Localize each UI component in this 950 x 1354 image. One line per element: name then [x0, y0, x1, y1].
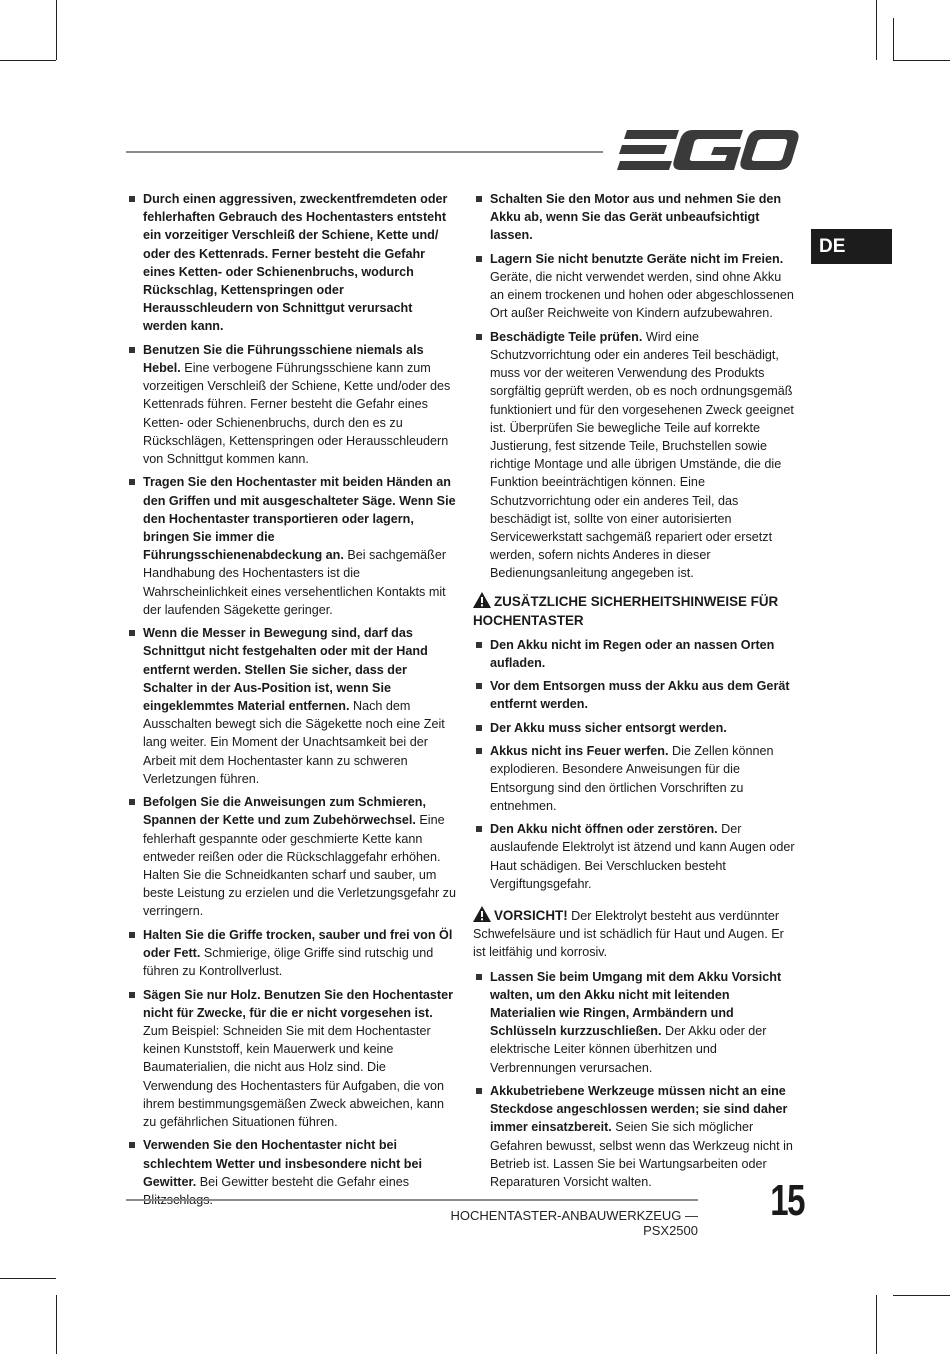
item-bold-text: Sägen Sie nur Holz. Benutzen Sie den Hochentaster nicht für Zwecke, für die er nicht vorgesehen ist. [143, 987, 454, 1020]
item-bold-text: Befolgen Sie die Anweisungen zum Schmieren, Spannen der Kette und zum Zubehörwechsel. [143, 795, 426, 828]
bullet-icon [476, 256, 482, 262]
item-text: Nach dem Ausschalten bewegt sich die Sägekette noch eine Zeit lang weiter. Ein Moment der Unachtsamkeit bei der Arbeit mit dem Hochentaster kann zu schweren Verletzungen führen. [143, 699, 445, 786]
crop-mark [0, 1278, 56, 1279]
item-text: Eine fehlerhaft gespannte oder geschmierte Kette kann entweder reißen oder die Rückschlaggefahr erhöhen. Halten Sie die Schneidkanten scharf und sauber, um beste Leistung zu erzielen und die Verletzungsgefahr zu verringern. [143, 813, 456, 919]
item-text: Die Zellen können explodieren. Besondere Anweisungen für die Entsorgung sind den örtlichen Vorschriften zu entnehmen. [490, 744, 774, 813]
item-bold-text: Beschädigte Teile prüfen. [490, 329, 643, 344]
section-heading [473, 592, 795, 630]
list-item [473, 820, 795, 893]
crop-mark [56, 0, 57, 60]
item-bold-text: Akkus nicht ins Feuer werfen. [490, 744, 669, 759]
list-item [126, 793, 456, 920]
caution-text: Der Elektrolyt besteht aus verdünnter Schwefelsäure und ist schädlich für Haut und Augen. Er ist leitfähig und korrosiv. [473, 909, 784, 960]
bullet-icon [129, 1142, 135, 1148]
item-bold-text: Benutzen Sie die Führungsschiene niemals als Hebel. [143, 342, 424, 376]
section-heading-text: ZUSÄTZLICHE SICHERHEITSHINWEISE FÜR HOCHENTASTER [473, 593, 779, 628]
bullet-icon [476, 974, 482, 980]
bullet-icon [476, 826, 482, 832]
safety-list-right-bottom [473, 968, 795, 1192]
safety-list-battery [473, 636, 795, 893]
crop-mark [893, 18, 894, 60]
list-item [473, 968, 795, 1077]
crop-mark [0, 60, 56, 61]
item-bold-text: Schalten Sie den Motor aus und nehmen Sie den Akku ab, wenn Sie das Gerät unbeaufsichtigt lassen. [490, 192, 782, 243]
crop-mark [56, 1295, 57, 1354]
list-item [473, 328, 795, 583]
item-bold-text: Verwenden Sie den Hochentaster nicht bei schlechtem Wetter und insbesondere nicht bei Gewitter. [143, 1138, 422, 1189]
bullet-icon [476, 725, 482, 731]
item-bold-text: Den Akku nicht im Regen oder an nassen Orten aufladen. [490, 637, 775, 670]
bullet-icon [476, 1088, 482, 1094]
item-text: Bei sachgemäßer Handhabung des Hochentasters ist die Wahrscheinlichkeit eines versehentlichen Kontakts mit der laufenden Sägekette geringer. [143, 548, 447, 617]
caution-note [473, 906, 795, 962]
item-bold-text: Durch einen aggressiven, zweckentfremdeten oder fehlerhaften Gebrauch des Hochentasters entsteht ein vorzeitiger Verschleiß der Schiene, Kette und/ oder des Kettenrads. Ferner besteht die Gefahr eines Ketten- oder Schienenbruchs, wodurch Rückschlag, Kettenspringen oder Herausschleudern von Schnittgut verursacht werden kann. [143, 192, 448, 334]
item-text: Seien Sie sich möglicher Gefahren bewusst, selbst wenn das Werkzeug nicht in Betrieb ist. Lassen Sie bei Wartungsarbeiten oder Reparaturen Vorsicht walten. [490, 1120, 793, 1190]
list-item [473, 1082, 795, 1191]
list-item [473, 190, 795, 245]
safety-list-right-top [473, 190, 795, 583]
list-item [473, 677, 795, 713]
item-text: Eine verbogene Führungsschiene kann zum vorzeitigen Verschleiß der Schiene, Kette und/oder des Kettenrads führen. Ferner besteht die Gefahr eines Ketten- oder Schienenbruchs, durch den es zu Rückschlägen, Kettenspringen oder Herausschleudern von Schnittgut kommen kann. [143, 361, 451, 467]
list-item [126, 341, 456, 468]
list-item [473, 250, 795, 323]
warning-triangle-icon [473, 906, 491, 922]
item-bold-text: Tragen Sie den Hochentaster mit beiden Händen an den Griffen und mit ausgeschalteter Säge. Wenn Sie den Hochentaster transportieren oder lagern, bringen Sie immer die Führungsschienenabdeckung an. [143, 475, 456, 563]
safety-list-left [126, 190, 456, 1209]
bullet-icon [476, 196, 482, 202]
item-text: Zum Beispiel: Schneiden Sie mit dem Hochentaster keinen Kunststoff, kein Mauerwerk und keine Baumaterialien, die nicht aus Holz sind. Die Verwendung des Hochentasters für Aufgaben, die von ihrem bestimmungsgemäßen Zweck abweichen, kann zu gefährlichen Situationen führen. [143, 1024, 445, 1130]
bullet-icon [476, 683, 482, 689]
left-column [126, 190, 456, 1214]
list-item [126, 926, 456, 981]
item-text: Wird eine Schutzvorrichtung oder ein anderes Teil beschädigt, muss vor der weiteren Verwendung des Produkts sorgfältig geprüft werden, ob es noch ordnungsgemäß funktioniert und für den vorgesehenen Zweck geeignet ist. Überprüfen Sie bewegliche Teile auf korrekte Justierung, fest sitzende Teile, Bruchstellen sowie richtige Montage und alle übrigen Umstände, die die Funktion beeinträchtigen können. Eine Schutzvorrichtung oder ein anderes Teil, das beschädigt ist, sollte von einer autorisierten Servicewerkstatt sachgemäß repariert oder ersetzt werden, sofern nichts Anderes in dieser Bedienungsanleitung angegeben ist. [490, 329, 794, 581]
item-text: Geräte, die nicht verwendet werden, sind ohne Akku an einem trockenen und hohen oder abgeschlossenen Ort außer Reichweite von Kindern aufzubewahren. [490, 270, 794, 321]
item-bold-text: Halten Sie die Griffe trocken, sauber und frei von Öl oder Fett. [143, 927, 453, 961]
bullet-icon [476, 748, 482, 754]
list-item [473, 636, 795, 672]
item-bold-text: Der Akku muss sicher entsorgt werden. [490, 720, 727, 735]
list-item [473, 719, 795, 737]
crop-mark [876, 0, 877, 60]
bullet-icon [476, 642, 482, 648]
bullet-icon [129, 196, 135, 202]
bullet-icon [129, 992, 135, 998]
item-text: Der Akku oder der elektrische Leiter können überhitzen und Verbrennungen verursachen. [490, 1024, 767, 1075]
item-text: Bei Gewitter besteht die Gefahr eines [199, 1174, 410, 1189]
caution-label: VORSICHT! [494, 908, 568, 924]
list-item [473, 742, 795, 815]
bullet-icon [129, 479, 135, 485]
bullet-icon [129, 347, 135, 353]
bullet-icon [129, 799, 135, 805]
right-column [473, 190, 795, 1196]
list-item [126, 190, 456, 336]
bullet-icon [129, 630, 135, 636]
item-bold-text: Akkubetriebene Werkzeuge müssen nicht an eine Steckdose angeschlossen werden; sie sind daher immer einsatzbereit. [490, 1084, 788, 1135]
header-rule [126, 151, 603, 153]
item-text: Der auslaufende Elektrolyt ist ätzend und kann Augen oder Haut schädigen. Bei Verschlucken besteht Vergiftungsgefahr. [490, 822, 795, 891]
footer-title: HOCHENTASTER-ANBAUWERKZEUG — PSX2500 [450, 1208, 698, 1238]
crop-mark [876, 1295, 877, 1354]
footer-rule [126, 1199, 698, 1201]
crop-mark [893, 1295, 950, 1296]
crop-mark [893, 60, 950, 61]
item-bold-text: Den Akku nicht öffnen oder zerstören. [490, 822, 718, 837]
item-bold-text: Wenn die Messer in Bewegung sind, darf das Schnittgut nicht festgehalten oder mit der Hand entfernt werden. Stellen Sie sicher, dass der Schalter in der Aus-Position ist, wenn Sie eingeklemmtes Material entfernen. [143, 626, 428, 714]
warning-triangle-icon [473, 592, 491, 608]
item-text: Schmierige, ölige Griffe sind rutschig und führen zu Kontrollverlust. [143, 946, 434, 979]
item-bold-text: Lagern Sie nicht benutzte Geräte nicht im Freien. [490, 251, 784, 266]
page-number: 15 [770, 1176, 804, 1225]
list-item [126, 473, 456, 619]
ego-logo [617, 128, 799, 172]
item-bold-text: Lassen Sie beim Umgang mit dem Akku Vorsicht walten, um den Akku nicht mit leitenden Materialien wie Ringen, Armbändern und Schlüsseln kurzzuschließen. [490, 969, 782, 1039]
bullet-icon [476, 334, 482, 340]
list-item [126, 624, 456, 788]
language-tab: DE [811, 229, 892, 264]
bullet-icon [129, 932, 135, 938]
list-item [126, 986, 456, 1132]
item-bold-text: Vor dem Entsorgen muss der Akku aus dem Gerät entfernt werden. [490, 679, 790, 712]
